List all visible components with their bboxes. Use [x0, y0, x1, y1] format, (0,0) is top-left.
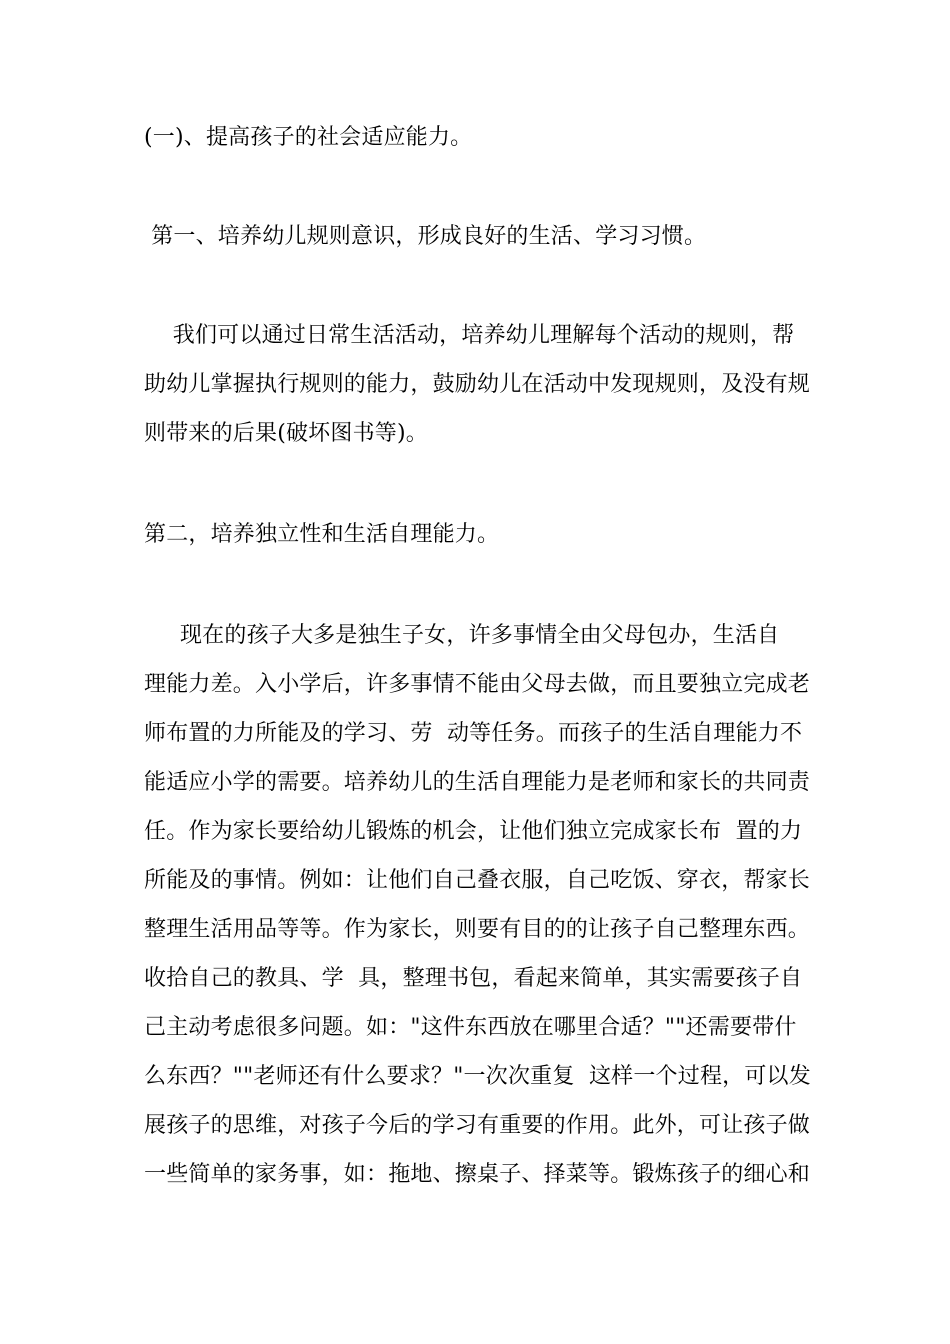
section-title-independence: 第二，培养独立性和生活自理能力。 [144, 522, 500, 547]
paragraph-line: 助幼儿掌握执行规则的能力，鼓励幼儿在活动中发现规则，及没有规 [144, 372, 811, 397]
paragraph-line: 整理生活用品等等。作为家长，则要有目的的让孩子自己整理东西。 [144, 917, 811, 942]
paragraph-line: 则带来的后果(破坏图书等)。 [144, 421, 428, 446]
paragraph-line: 现在的孩子大多是独生子女，许多事情全由父母包办，生活自 [144, 623, 780, 648]
paragraph-line: 收拾自己的教具、学 具，整理书包，看起来简单，其实需要孩子自 [144, 966, 803, 991]
section-title-rule-awareness: 第一、培养幼儿规则意识，形成良好的生活、学习习惯。 [144, 224, 707, 249]
paragraph-line: 任。作为家长要给幼儿锻炼的机会，让他们独立完成家长布 置的力 [144, 819, 803, 844]
paragraph-line: 理能力差。入小学后，许多事情不能由父母去做，而且要独立完成老 [144, 672, 811, 697]
paragraph-line: 一些简单的家务事，如：拖地、擦桌子、择菜等。锻炼孩子的细心和 [144, 1162, 811, 1187]
paragraph-line: 能适应小学的需要。培养幼儿的生活自理能力是老师和家长的共同责 [144, 770, 811, 795]
heading-social-adaptability: (一)、提高孩子的社会适应能力。 [144, 125, 473, 150]
paragraph-line: 展孩子的思维，对孩子今后的学习有重要的作用。此外，可让孩子做 [144, 1113, 811, 1138]
paragraph-line: 己主动考虑很多问题。如："这件东西放在哪里合适？""还需要带什 [144, 1015, 797, 1040]
paragraph-line: 师布置的力所能及的学习、劳 动等任务。而孩子的生活自理能力不 [144, 721, 803, 746]
paragraph-line: 所能及的事情。例如：让他们自己叠衣服，自己吃饭、穿衣，帮家长 [144, 868, 811, 893]
paragraph-line: 么东西？""老师还有什么要求？"一次次重复 这样一个过程，可以发 [144, 1064, 811, 1089]
paragraph-line: 我们可以通过日常生活活动，培养幼儿理解每个活动的规则，帮 [144, 323, 795, 348]
